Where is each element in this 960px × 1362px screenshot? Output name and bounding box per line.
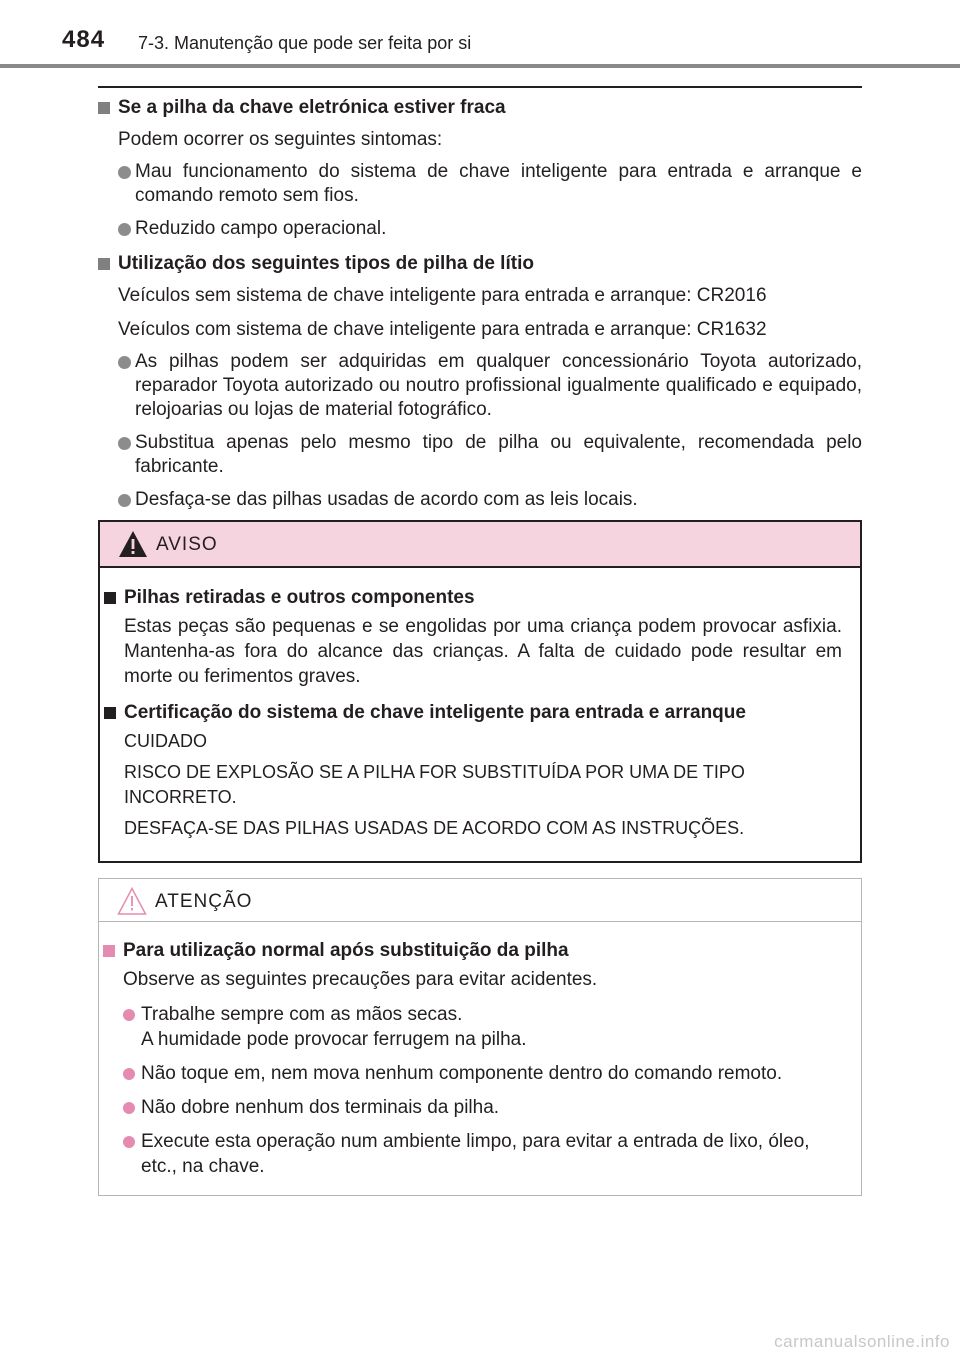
page-number: 484 xyxy=(62,26,106,53)
list-item-text: Mau funcionamento do sistema de chave inteligente para entrada e arranque e comando remoto sem fios. xyxy=(135,161,862,206)
list-item xyxy=(98,431,862,479)
list-item xyxy=(98,217,862,241)
warning-box-title: AVISO xyxy=(156,534,218,555)
list-item xyxy=(98,160,862,208)
section-title: Se a pilha da chave eletrónica estiver fraca xyxy=(118,97,506,118)
paragraph: CUIDADO xyxy=(124,731,208,751)
section-heading xyxy=(98,94,862,122)
list-item-text: Trabalhe sempre com as mãos secas. xyxy=(141,1004,463,1025)
paragraph: Estas peças são pequenas e se engolidas por uma criança podem provocar asfixia. Mantenha-as fora do alcance das crianças. A falta de cuidado pode resultar em morte ou ferimentos graves. xyxy=(124,616,842,687)
caution-box xyxy=(98,878,862,1196)
circle-bullet-icon xyxy=(118,223,131,236)
list-item-text: Execute esta operação num ambiente limpo, para evitar a entrada de lixo, óleo, etc., na chave. xyxy=(141,1131,810,1177)
list-item-text: A humidade pode provocar ferrugem na pilha. xyxy=(141,1029,527,1050)
main-content xyxy=(98,94,862,521)
page-header xyxy=(0,0,960,70)
square-bullet-icon xyxy=(103,945,115,957)
list-item-text: Desfaça-se das pilhas usadas de acordo com as leis locais. xyxy=(135,489,638,510)
list-item-text: Reduzido campo operacional. xyxy=(135,218,387,239)
circle-bullet-icon xyxy=(123,1102,135,1114)
warning-item-title: Pilhas retiradas e outros componentes xyxy=(124,587,475,608)
list-item-text: Não dobre nenhum dos terminais da pilha. xyxy=(141,1097,500,1118)
list-item xyxy=(98,350,862,422)
header-rule xyxy=(0,64,960,68)
caution-item-title: Para utilização normal após substituição da pilha xyxy=(123,940,569,961)
caution-triangle-icon xyxy=(117,887,147,915)
circle-bullet-icon xyxy=(123,1068,135,1080)
warning-item-heading xyxy=(102,584,842,612)
watermark: carmanualsonline.info xyxy=(774,1332,950,1351)
square-bullet-icon xyxy=(104,707,116,719)
paragraph: DESFAÇA-SE DAS PILHAS USADAS DE ACORDO COM AS INSTRUÇÕES. xyxy=(124,818,745,838)
paragraph: Veículos sem sistema de chave inteligente para entrada e arranque: CR2016 xyxy=(118,285,767,306)
section-divider xyxy=(98,86,862,88)
paragraph: Podem ocorrer os seguintes sintomas: xyxy=(118,129,443,150)
list-item xyxy=(101,1095,841,1120)
section-heading xyxy=(98,250,862,278)
caution-box-title: ATENÇÃO xyxy=(155,891,253,912)
chapter-title: 7-3. Manutenção que pode ser feita por si xyxy=(138,33,472,53)
list-item xyxy=(101,1129,841,1179)
caution-box-header xyxy=(99,879,861,922)
warning-triangle-icon xyxy=(118,530,148,558)
warning-item-title: Certificação do sistema de chave inteligente para entrada e arranque xyxy=(124,702,746,723)
warning-item-heading xyxy=(102,699,842,727)
list-item-text: Substitua apenas pelo mesmo tipo de pilha ou equivalente, recomendada pelo fabricante. xyxy=(135,432,862,477)
warning-box xyxy=(98,520,862,863)
circle-bullet-icon xyxy=(123,1136,135,1148)
circle-bullet-icon xyxy=(118,437,131,450)
paragraph: Veículos com sistema de chave inteligente para entrada e arranque: CR1632 xyxy=(118,319,767,340)
caution-item-heading xyxy=(101,937,841,965)
paragraph: RISCO DE EXPLOSÃO SE A PILHA FOR SUBSTITUÍDA POR UMA DE TIPO INCORRETO. xyxy=(124,762,745,807)
list-item xyxy=(101,1002,841,1052)
list-item-text: As pilhas podem ser adquiridas em qualquer concessionário Toyota autorizado, reparador Toyota autorizado ou noutro profissional igualmente qualificado e equipado, relojoarias ou lojas de material fotográfico. xyxy=(135,351,862,420)
square-bullet-icon xyxy=(98,258,110,270)
circle-bullet-icon xyxy=(123,1009,135,1021)
circle-bullet-icon xyxy=(118,166,131,179)
paragraph: Observe as seguintes precauções para evitar acidentes. xyxy=(123,969,598,990)
square-bullet-icon xyxy=(104,592,116,604)
circle-bullet-icon xyxy=(118,494,131,507)
section-title: Utilização dos seguintes tipos de pilha de lítio xyxy=(118,253,534,274)
list-item xyxy=(98,488,862,512)
list-item-text: Não toque em, nem mova nenhum componente dentro do comando remoto. xyxy=(141,1063,783,1084)
caution-box-body xyxy=(101,937,841,1188)
square-bullet-icon xyxy=(98,102,110,114)
circle-bullet-icon xyxy=(118,356,131,369)
warning-box-header xyxy=(100,522,860,568)
list-item xyxy=(101,1061,841,1086)
warning-box-body xyxy=(102,584,842,847)
